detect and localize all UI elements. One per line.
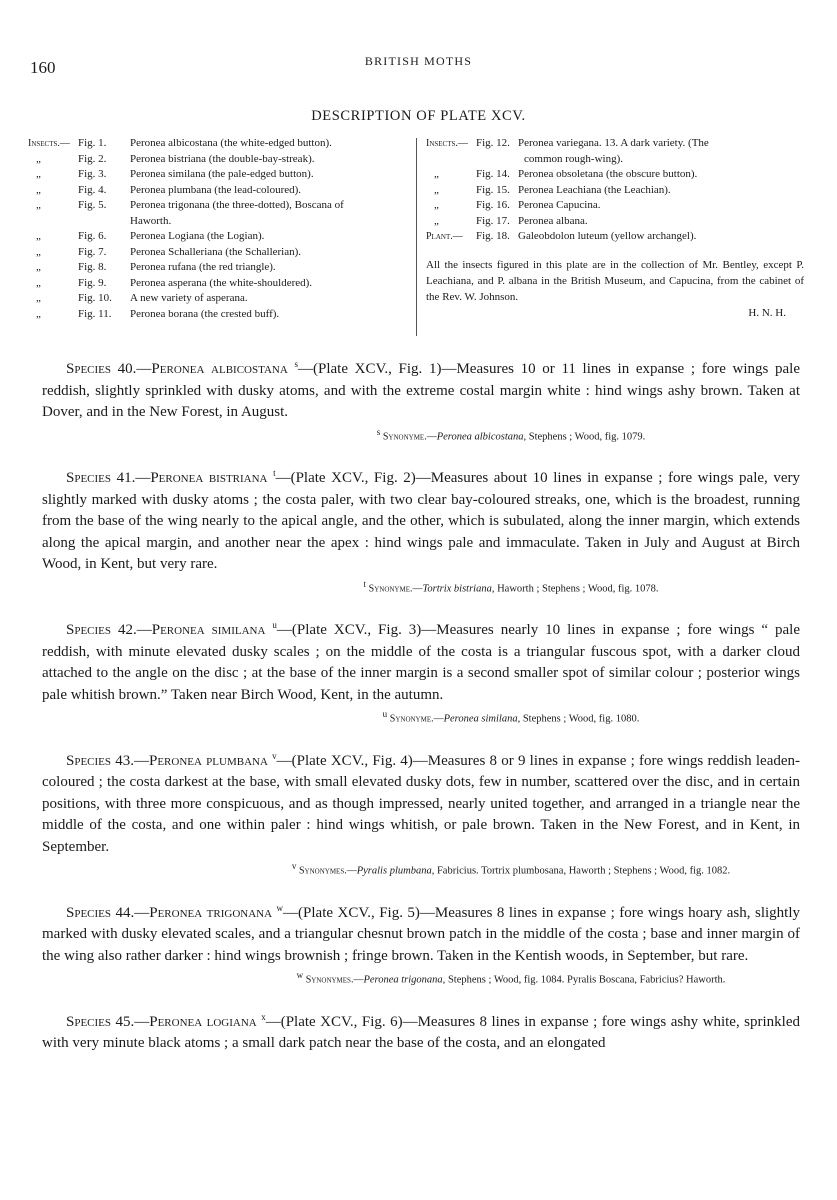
- species-entry: [42, 898, 800, 989]
- insects-label: Insects.—: [28, 138, 70, 149]
- fig-number: Fig. 2.: [78, 152, 107, 165]
- species-entry: [42, 1007, 800, 1055]
- synonym-footnote: [42, 706, 800, 728]
- fig-number: Fig. 4.: [78, 183, 107, 196]
- legend-item: [426, 229, 804, 245]
- legend-item: [28, 291, 410, 307]
- author-initials: H. N. H.: [748, 306, 786, 319]
- footnote-mark: t: [273, 468, 276, 478]
- fig-caption: A new variety of asperana.: [130, 292, 248, 304]
- legend-item: [426, 167, 804, 183]
- ditto-mark: „: [36, 261, 41, 273]
- fig-caption: Peronea Leachiana (the Leachian).: [518, 183, 671, 196]
- plant-label: Plant.—: [426, 231, 463, 242]
- synonym-name: Pyralis plumbana,: [356, 865, 435, 877]
- synonym-name: Peronea similana,: [443, 713, 521, 725]
- synonym-references: Stephens ; Wood, fig. 1084. Pyralis Boscana, Fabricius? Haworth.: [447, 974, 726, 986]
- species-entry: [42, 354, 800, 445]
- fig-caption: Peronea albicostana (the white-edged button).: [130, 137, 332, 149]
- legend-item: [426, 136, 804, 152]
- footnote-mark: w: [276, 902, 284, 913]
- ditto-mark: „: [36, 183, 41, 196]
- plate-title: DESCRIPTION OF PLATE XCV.: [311, 108, 526, 124]
- synonym-footnote: [42, 576, 800, 598]
- legend-item: [426, 183, 804, 199]
- column-divider: [416, 138, 417, 336]
- legend-item: [28, 152, 410, 168]
- ditto-mark: „: [36, 307, 41, 320]
- ditto-mark: „: [36, 168, 41, 180]
- fig-number: Fig. 1.: [78, 137, 107, 149]
- fig-caption: Peronea Capucina.: [518, 199, 601, 211]
- fig-caption: Peronea obsoletana (the obscure button).: [518, 168, 698, 180]
- fig-caption: Peronea rufana (the red triangle).: [130, 261, 276, 273]
- footnote-mark: u: [272, 620, 277, 630]
- fig-number: Fig. 11.: [78, 307, 112, 320]
- synonym-references: Haworth ; Stephens ; Wood, fig. 1078.: [497, 583, 659, 594]
- ditto-mark: „: [36, 152, 41, 165]
- footnote-mark: u: [382, 709, 388, 719]
- legend-item: [28, 198, 410, 214]
- species-heading: Species 41.—Peronea bistriana: [66, 470, 268, 486]
- species-heading: Species 44.—Peronea trigonana: [66, 904, 273, 921]
- fig-number: Fig. 18.: [476, 230, 510, 242]
- species-list: [42, 354, 800, 1073]
- species-description: —(Plate XCV., Fig. 5)—Measures 8 lines in expanse ; fore wings hoary ash, slightly marked with dusky elevated scales, and a triangular chesnut brown patch in the middle of the costa ; base and inner margin of the wing also rather darker : hind wings brownish ; fringe brown. Taken in the Kentish woods, in September, but rare.: [42, 904, 801, 964]
- synonym-footnote: [42, 424, 800, 446]
- fig-number: Fig. 5.: [78, 199, 107, 211]
- fig-number: Fig. 14.: [476, 168, 510, 180]
- fig-number: Fig. 9.: [78, 276, 107, 289]
- ditto-mark: „: [434, 199, 439, 211]
- synonym-label: Synonyme.—: [389, 713, 444, 725]
- legend-item: [426, 198, 804, 214]
- species-description: —(Plate XCV., Fig. 1)—Measures 10 or 11 lines in expanse ; fore wings pale reddish, slightly sprinkled with dusky atoms, and with the extreme costal margin white : hind wings ashy brown. Taken at Dover, and in the New Forest, in August.: [42, 361, 801, 420]
- fig-caption: Peronea Schalleriana (the Schallerian).: [130, 245, 302, 258]
- fig-number: Fig. 3.: [78, 168, 107, 180]
- fig-number: Fig. 17.: [476, 214, 510, 227]
- legend-left-column: [28, 136, 410, 322]
- fig-caption: Peronea similana (the pale-edged button).: [130, 168, 314, 180]
- running-head: BRITISH MOTHS: [364, 54, 473, 68]
- fig-number: Fig. 8.: [78, 261, 107, 273]
- species-entry: [42, 615, 800, 728]
- species-description: —(Plate XCV., Fig. 4)—Measures 8 or 9 lines in expanse ; fore wings reddish leaden-coloured ; the costa darkest at the base, with small elevated dusky dots, few in number, scattered over the disc, and in certain positions, with three more conspicuous, and as though impressed, nearly united together, and arranged in a triangle near the middle of the costa, and one within paler : hind wings whitish, or pale brown. Taken in the New Forest, and in Kent, in September.: [42, 752, 801, 855]
- legend-item: [28, 276, 410, 292]
- species-heading: Species 42.—Peronea similana: [66, 622, 266, 638]
- fig-number: Fig. 12.: [476, 137, 510, 149]
- fig-number: Fig. 7.: [78, 245, 107, 258]
- fig-caption: Peronea albana.: [518, 214, 588, 227]
- synonym-references: Stephens ; Wood, fig. 1079.: [528, 431, 646, 442]
- fig-number: Fig. 10.: [78, 292, 112, 304]
- fig-number: Fig. 6.: [78, 230, 107, 242]
- synonym-label: Synonyme.—: [368, 583, 423, 594]
- fig-number: Fig. 15.: [476, 183, 510, 196]
- legend-item: [28, 183, 410, 199]
- fig-caption: Peronea asperana (the white-shouldered).: [130, 276, 313, 289]
- synonym-footnote: [42, 967, 800, 989]
- fig-number: Fig. 16.: [476, 199, 510, 211]
- ditto-mark: „: [36, 245, 41, 258]
- synonym-label: Synonymes.—: [305, 974, 364, 986]
- legend-item: [28, 229, 410, 245]
- species-entry: [42, 463, 800, 597]
- legend-item: [426, 214, 804, 230]
- fig-caption: Peronea trigonana (the three-dotted), Boscana of: [130, 199, 344, 211]
- fig-caption: Peronea plumbana (the lead-coloured).: [130, 183, 302, 196]
- species-entry: [42, 746, 800, 880]
- legend-item: [28, 260, 410, 276]
- plate-legend: [28, 136, 808, 344]
- footnote-mark: s: [294, 359, 298, 369]
- synonym-footnote: [42, 858, 800, 880]
- footnote-mark: w: [296, 970, 304, 980]
- ditto-mark: „: [36, 230, 41, 242]
- synonym-label: Synonymes.—: [299, 865, 357, 877]
- species-heading: Species 43.—Peronea plumbana: [66, 752, 268, 769]
- legend-item: [28, 245, 410, 261]
- ditto-mark: „: [36, 199, 41, 211]
- legend-right-column: [426, 136, 804, 321]
- ditto-mark: „: [36, 276, 41, 289]
- species-heading: Species 45.—Peronea logiana: [66, 1013, 257, 1030]
- synonym-references: Fabricius. Tortrix plumbosana, Haworth ; Stephens ; Wood, fig. 1082.: [436, 865, 731, 877]
- insects-label: Insects.—: [426, 138, 468, 149]
- species-heading: Species 40.—Peronea albicostana: [66, 361, 288, 377]
- fig-caption: Peronea Logiana (the Logian).: [130, 230, 265, 242]
- page-number: 160: [30, 58, 56, 77]
- footnote-mark: x: [261, 1011, 266, 1022]
- legend-item: [28, 167, 410, 183]
- ditto-mark: „: [434, 168, 439, 180]
- fig-caption: Peronea variegana. 13. A dark variety. (The: [518, 137, 709, 149]
- fig-caption: Galeobdolon luteum (yellow archangel).: [518, 230, 697, 242]
- footnote-mark: v: [272, 750, 277, 761]
- ditto-mark: „: [36, 292, 41, 304]
- legend-item: [28, 307, 410, 323]
- fig-caption-continuation: common rough-wing).: [524, 152, 623, 165]
- fig-caption: Peronea bistriana (the double-bay-streak).: [130, 152, 315, 165]
- synonym-name: Peronea trigonana,: [363, 974, 446, 986]
- species-description: —(Plate XCV., Fig. 6)—Measures 8 lines in expanse ; fore wings ashy white, sprinkled with very minute black atoms ; a small dark patch near the base of the costa, and an elongated: [42, 1013, 801, 1051]
- species-description: —(Plate XCV., Fig. 3)—Measures nearly 10 lines in expanse ; fore wings “ pale reddish, with minute elevated dusky scales ; on the middle of the costa is a triangular fuscous spot, with a darker cloud attached to the angle on the disc ; at the base of the inner margin is a second smaller spot of similar colour ; posterior wings pale whitish brown.” Taken near Birch Wood, Kent, in the autumn.: [42, 622, 801, 703]
- ditto-mark: „: [434, 214, 439, 227]
- fig-caption-continuation: Haworth.: [130, 214, 172, 227]
- footnote-mark: v: [291, 861, 297, 871]
- footnote-mark: s: [376, 426, 381, 437]
- ditto-mark: „: [434, 183, 439, 196]
- collection-note: All the insects figured in this plate are in the collection of Mr. Bentley, except P. Leachiana, and P. albana in the British Museum, and Capucina, from the cabinet of the Rev. W. Johnson.: [426, 258, 804, 303]
- synonym-references: Stephens ; Wood, fig. 1080.: [522, 713, 640, 725]
- fig-caption: Peronea borana (the crested buff).: [130, 307, 280, 320]
- footnote-mark: t: [363, 578, 367, 589]
- synonym-name: Peronea albicostana,: [436, 431, 527, 442]
- legend-item: [28, 136, 410, 152]
- species-description: —(Plate XCV., Fig. 2)—Measures about 10 lines in expanse ; fore wings pale, very slightly marked with dusky atoms ; the costa paler, with two clear bay-coloured streaks, one, which is the broadest, running from the base of the wing nearly to the apical angle, and the other, which is subulated, along the inner margin, which extends along the apical margin, and another near the apex : hind wings pale and immaculate. Taken in July and August at Birch Wood, in Kent, but very rare.: [42, 470, 800, 572]
- synonym-name: Tortrix bistriana,: [422, 583, 495, 594]
- synonym-label: Synonyme.—: [382, 431, 437, 442]
